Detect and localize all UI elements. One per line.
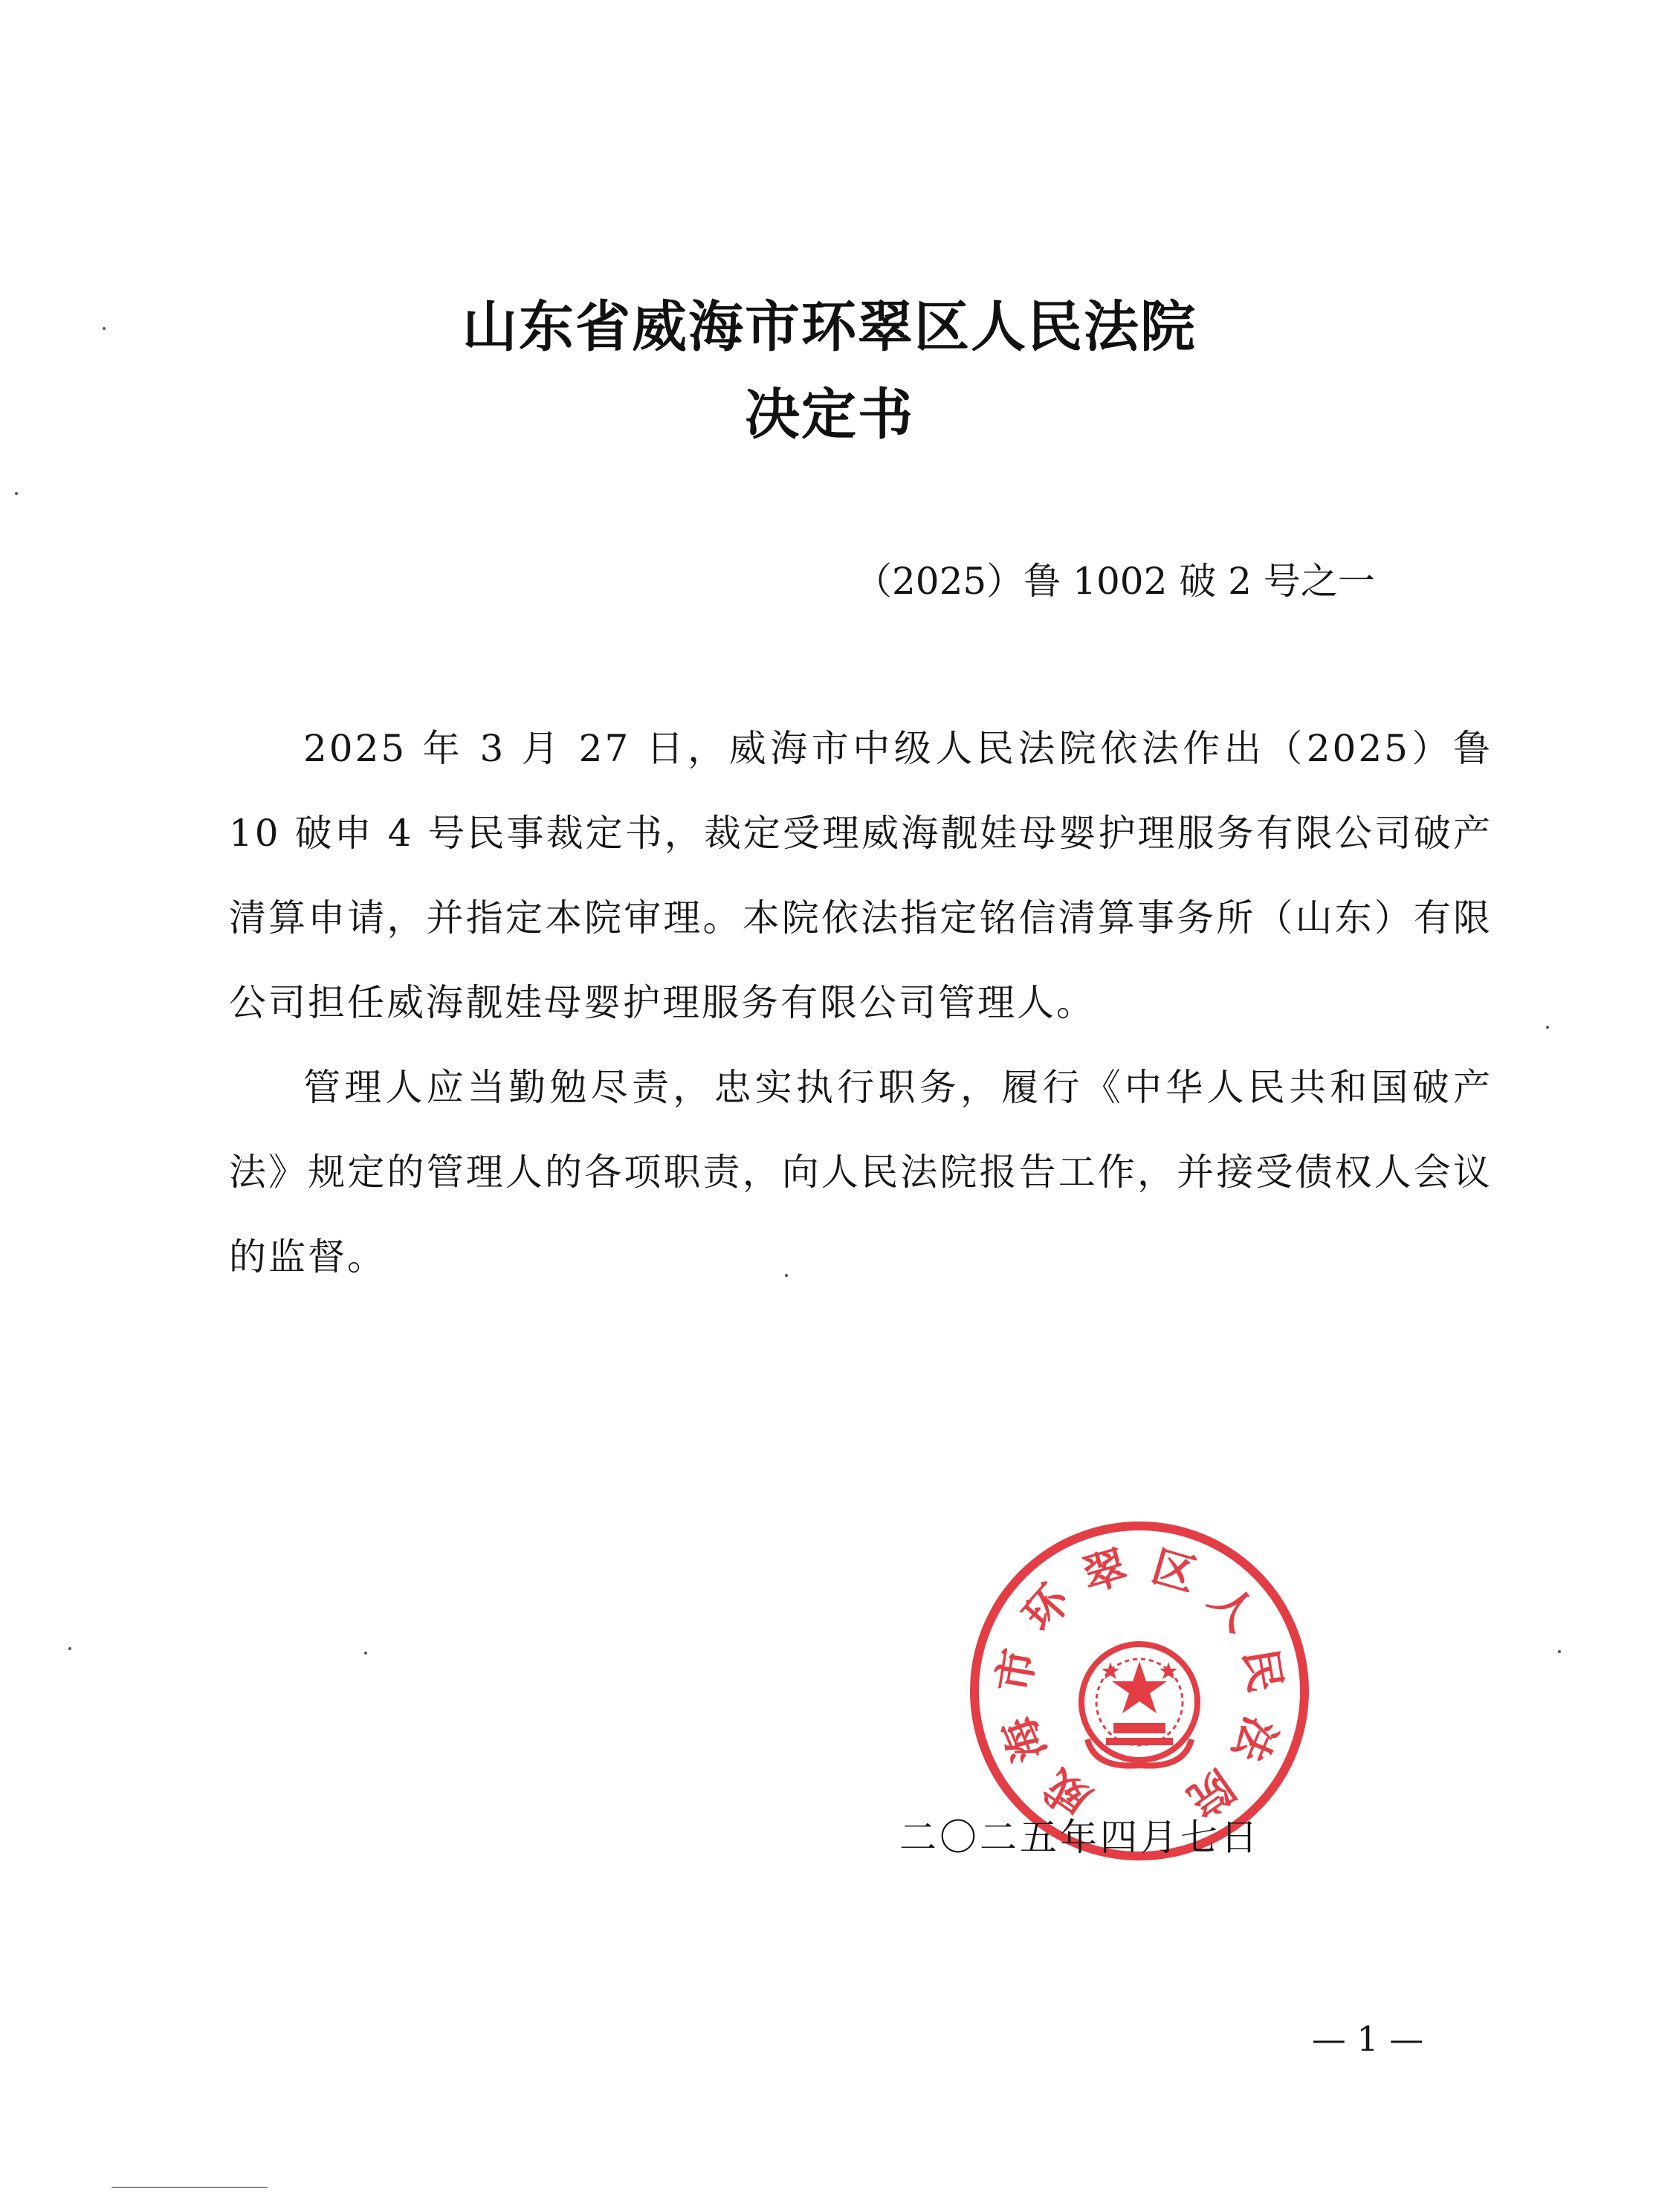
seal-character: 院: [1179, 1760, 1244, 1827]
scan-speck: [364, 1652, 367, 1655]
seal-character: 威: [1035, 1760, 1100, 1827]
scan-speck: [1546, 1026, 1549, 1029]
scan-speck: [1558, 1650, 1561, 1653]
seal-character: 民: [1234, 1645, 1291, 1696]
seal-character: 环: [1012, 1575, 1080, 1641]
page-number: — 1 —: [1311, 2019, 1424, 2059]
document-type-heading: 决定书: [745, 383, 914, 447]
scan-speck: [103, 327, 106, 330]
seal-character: 法: [1223, 1710, 1287, 1769]
body-paragraph-1: 2025 年 3 月 27 日，威海市中级人民法院依法作出（2025）鲁 10 破申 4 号民事裁定书，裁定受理威海靓娃母婴护理服务有限公司破产清算申请，并指定本院审理。本院依法指定铭信清算事务所（山东）有限公司担任威海靓娃母婴护理服务有限公司管理人。: [229, 727, 1493, 1024]
body-paragraph-2: 管理人应当勤勉尽责，忠实执行职务，履行《中华人民共和国破产法》规定的管理人的各项职责，向人民法院报告工作，并接受债权人会议的监督。: [229, 1066, 1493, 1278]
seal-character: 市: [988, 1645, 1045, 1696]
seal-character: 海: [992, 1710, 1056, 1769]
case-number: （2025）鲁 1002 破 2 号之一: [855, 560, 1375, 603]
seal-character: 人: [1199, 1575, 1267, 1641]
scan-speck: [785, 1274, 788, 1277]
seal-character: 区: [1146, 1540, 1202, 1602]
seal-character: 翠: [1077, 1540, 1133, 1602]
scan-speck: [15, 492, 18, 495]
issue-date: 二〇二五年四月七日: [899, 1816, 1261, 1859]
document-body: [229, 706, 1493, 1299]
scan-speck: [68, 1647, 71, 1650]
national-emblem-icon: [1081, 1644, 1197, 1766]
scan-edge-mark: [111, 2187, 268, 2188]
court-name-heading: 山东省威海市环翠区人民法院: [462, 295, 1197, 359]
